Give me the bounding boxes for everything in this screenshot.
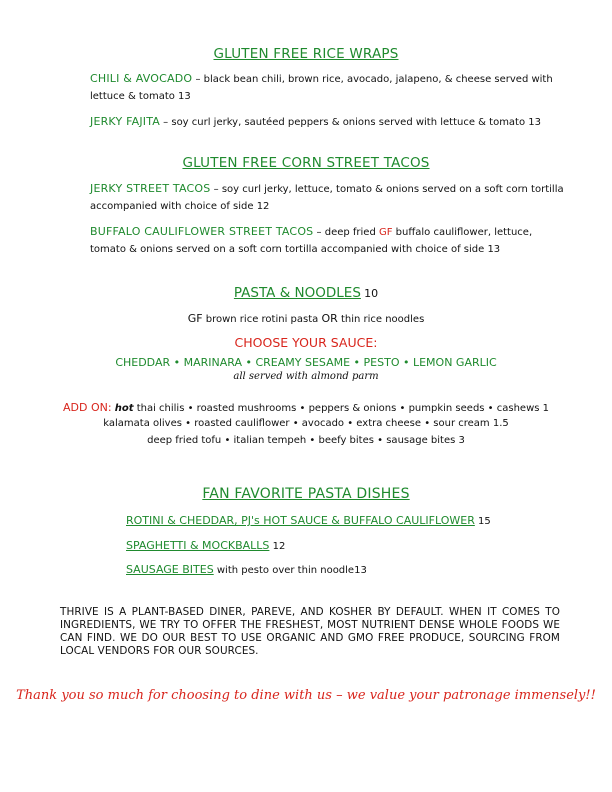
- about-paragraph: THRIVE IS A PLANT-BASED DINER, PAREVE, AND KOSHER BY DEFAULT. WHEN IT COMES TO INGREDIENTS, WE TRY TO OFFER THE FRESHEST, MOST NUTRIENT DENSE WHOLE FOODS WE CAN FIND. WE DO OUR BEST TO USE ORGANIC AND GMO FREE PRODUCE, SOURCING FROM LOCAL VENDORS FOR OUR SOURCES.: [60, 606, 560, 657]
- pasta-base-a: brown rice rotini pasta: [202, 314, 322, 325]
- addon-line-3: deep fried tofu • italian tempeh • beefy bites • sausage bites 3: [147, 435, 465, 446]
- addon-line-1: [0, 401, 612, 414]
- addon-line-2: kalamata olives • roasted cauliflower • avocado • extra cheese • sour cream 1.5: [103, 418, 509, 429]
- pasta-base: [0, 312, 612, 325]
- tacos-heading: GLUTEN FREE CORN STREET TACOS: [182, 155, 430, 171]
- sauce-heading: CHOOSE YOUR SAUCE:: [234, 335, 378, 350]
- gf-badge: GF: [378, 227, 393, 238]
- menu-item-buffalo-cauliflower-tacos: [90, 223, 570, 258]
- item-name: JERKY FAJITA: [90, 115, 160, 128]
- item-desc: – black bean chili, brown rice, avocado, jalapeno, & cheese served with lettuce & tomato 13: [90, 74, 553, 102]
- item-desc: – deep fried: [313, 227, 379, 238]
- menu-item-jerky-fajita: [90, 113, 570, 131]
- item-desc: – soy curl jerky, sautéed peppers & onions served with lettuce & tomato 13: [160, 117, 542, 128]
- addon-text-1: thai chilis • roasted mushrooms • peppers & onions • pumpkin seeds • cashews 1: [133, 403, 550, 414]
- item-name: CHILI & AVOCADO: [90, 72, 193, 85]
- item-desc: with pesto over thin noodle13: [213, 565, 367, 576]
- fan-heading: FAN FAVORITE PASTA DISHES: [202, 486, 410, 502]
- sauce-list: CHEDDAR • MARINARA • CREAMY SESAME • PESTO • LEMON GARLIC: [115, 356, 497, 369]
- fan-item-sausage: [126, 563, 367, 576]
- menu-item-chili-avocado: [90, 70, 570, 105]
- item-name: SPAGHETTI & MOCKBALLS: [126, 539, 270, 552]
- gf-label: GF: [187, 312, 203, 325]
- item-name: SAUSAGE BITES: [126, 563, 214, 576]
- wraps-heading: GLUTEN FREE RICE WRAPS: [213, 46, 399, 62]
- pasta-heading-line: [0, 285, 612, 301]
- item-name: ROTINI & CHEDDAR, PJ's HOT SAUCE & BUFFALO CAULIFLOWER: [126, 514, 475, 527]
- pasta-price: 10: [364, 287, 379, 300]
- thank-you-note: Thank you so much for choosing to dine with us – we value your patronage immensely!!: [16, 688, 596, 703]
- item-name: BUFFALO CAULIFLOWER STREET TACOS: [90, 225, 314, 238]
- menu-item-jerky-street-tacos: [90, 180, 570, 215]
- item-name: JERKY STREET TACOS: [90, 182, 211, 195]
- addon-label: ADD ON:: [62, 401, 112, 414]
- item-desc: buffalo cauliflower, lettuce, tomato & onions served on a soft corn tortilla accompanied with choice of side 13: [90, 227, 533, 255]
- fan-item-spaghetti: [126, 539, 285, 552]
- hot-label: hot: [114, 403, 134, 414]
- pasta-heading: PASTA & NOODLES: [233, 285, 361, 301]
- item-desc: – soy curl jerky, lettuce, tomato & onions served on a soft corn tortilla accompanied with choice of side 12: [90, 184, 564, 212]
- fan-item-rotini: [126, 514, 491, 527]
- or-label: OR: [321, 312, 338, 325]
- pasta-base-b: thin rice noodles: [337, 314, 425, 325]
- item-desc: 12: [269, 541, 286, 552]
- item-desc: 15: [474, 516, 491, 527]
- sauce-note: all served with almond parm: [233, 371, 379, 382]
